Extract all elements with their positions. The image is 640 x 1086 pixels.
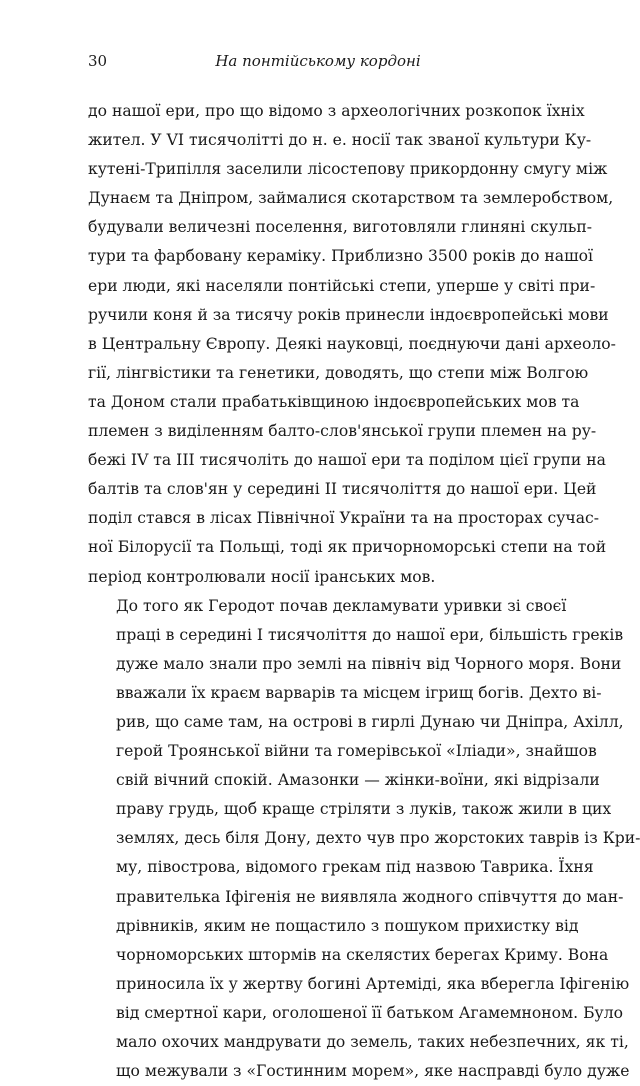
running-head — [88, 52, 548, 80]
text-line: правителька Іфігенія не виявляла жодного співчуття до ман- — [116, 887, 624, 906]
text-line: що межували з «Гостинним морем», яке насправді було дуже — [116, 1062, 630, 1081]
text-line: праву грудь, щоб краще стріляти з луків, також жили в цих — [116, 800, 612, 819]
text-line: поділ стався в лісах Північної України та на просторах сучас- — [88, 509, 599, 528]
paragraph — [88, 97, 616, 592]
text-line: від смертної кари, оголошеної її батьком Агамемноном. Було — [116, 1003, 624, 1022]
text-line: До того як Геродот почав декламувати уривки зі своєї — [116, 596, 567, 615]
book-page — [88, 0, 640, 1086]
text-line: ери люди, які населяли понтійські степи, уперше у світі при- — [88, 276, 596, 295]
text-line: балтів та слов'ян у середині II тисячоліття до нашої ери. Цей — [88, 480, 597, 499]
text-line: дрівників, яким не пощастило з пошуком прихистку від — [116, 916, 579, 935]
body-text — [88, 97, 640, 1086]
page-number: 30 — [88, 52, 108, 70]
text-line: бежі IV та III тисячоліть до нашої ери та поділом цієї групи на — [88, 451, 606, 470]
text-line: кутені-Трипілля заселили лісостепову прикордонну смугу між — [88, 160, 608, 179]
text-line: ручили коня й за тисячу років принесли індоєвропейські мови — [88, 305, 609, 324]
text-line: вважали їх краєм варварів та місцем ігрищ богів. Дехто ві- — [116, 683, 602, 702]
text-line: рив, що саме там, на острові в гирлі Дунаю чи Дніпра, Ахілл, — [116, 712, 624, 731]
text-line: му, півострова, відомого грекам під назвою Таврика. Їхня — [116, 858, 594, 877]
text-line: в Центральну Європу. Деякі науковці, поєднуючи дані археоло- — [88, 334, 616, 353]
text-line: ної Білорусії та Польщі, тоді як причорноморські степи на той — [88, 538, 607, 557]
text-line: герой Троянської війни та гомерівської «Іліади», знайшов — [116, 742, 597, 761]
text-line: та Доном стали прабатьківщиною індоєвропейських мов та — [88, 392, 580, 411]
text-line: жител. У VI тисячолітті до н. е. носії так званої культури Ку- — [88, 131, 592, 150]
text-line: чорноморських штормів на скелястих берегах Криму. Вона — [116, 945, 609, 964]
text-line: племен з виділенням балто-слов'янської групи племен на ру- — [88, 422, 597, 441]
text-line: Дунаєм та Дніпром, займалися скотарством та землеробством, — [88, 189, 614, 208]
text-line: свій вічний спокій. Амазонки — жінки-воїни, які відрізали — [116, 771, 600, 790]
text-line: до нашої ери, про що відомо з археологічних розкопок їхніх — [88, 102, 585, 120]
text-line: приносила їх у жертву богині Артеміді, яка вберегла Іфігенію — [116, 974, 630, 993]
text-line: дуже мало знали про землі на північ від Чорного моря. Вони — [116, 654, 622, 673]
text-line: мало охочих мандрувати до земель, таких небезпечних, як ті, — [116, 1033, 629, 1051]
text-line: праці в середині I тисячоліття до нашої ери, більшість греків — [116, 625, 624, 644]
text-line: тури та фарбовану кераміку. Приблизно 3500 років до нашої — [88, 247, 593, 266]
paragraph — [88, 592, 640, 1086]
running-title: На понтійському кордоні — [215, 52, 421, 70]
text-line: гії, лінгвістики та генетики, доводять, що степи між Волгою — [88, 363, 589, 382]
text-line: землях, десь біля Дону, дехто чув про жорстоких таврів із Кри- — [116, 829, 640, 848]
text-line: будували величезні поселення, виготовляли глиняні скульп- — [88, 218, 593, 237]
text-line: період контролювали носії іранських мов. — [88, 567, 436, 586]
